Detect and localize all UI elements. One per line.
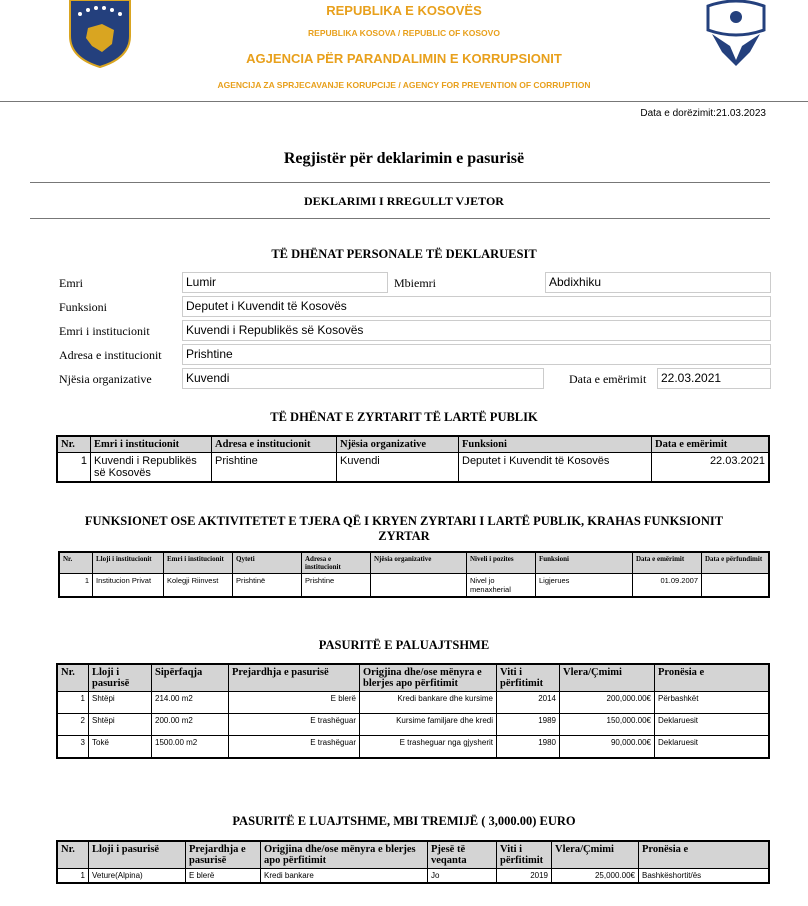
official-header: Emri i institucionit: [91, 436, 212, 453]
table-cell: Ligjerues: [536, 574, 633, 598]
table-cell: [702, 574, 770, 598]
table-row: [57, 692, 769, 714]
table-cell: 2019: [497, 869, 552, 884]
immovable-header: Sipërfaqja: [152, 664, 229, 692]
table-cell: Deputet i Kuvendit të Kosovës: [459, 453, 652, 483]
table-cell: Kolegji Riinvest: [164, 574, 233, 598]
table-cell: 2014: [497, 692, 560, 714]
official-header: Data e emërimit: [652, 436, 770, 453]
table-cell: Përbashkët: [655, 692, 770, 714]
other-header: Adresa e institucionit: [302, 552, 371, 574]
table-cell: Bashkëshortit/ës: [639, 869, 770, 884]
header-republic-title: REPUBLIKA E KOSOVËS: [326, 3, 482, 18]
table-cell: Shtëpi: [89, 714, 152, 736]
table-cell: Institucion Privat: [93, 574, 164, 598]
appointed-label: Data e emërimit: [569, 372, 647, 386]
header-divider: [0, 101, 808, 102]
table-cell: Tokë: [89, 736, 152, 758]
other-header: Emri i institucionit: [164, 552, 233, 574]
header-agency-title: AGJENCIA PËR PARANDALIMIN E KORRUPSIONIT: [246, 51, 562, 66]
address-field: Prishtine: [182, 344, 771, 365]
table-row: [59, 574, 769, 598]
subtitle-divider: [30, 218, 770, 219]
immovable-header: Viti i përfitimit: [497, 664, 560, 692]
table-cell: Kuvendi: [337, 453, 459, 483]
immovable-header: Pronësia e: [655, 664, 770, 692]
other-functions-section-title: FUNKSIONET OSE AKTIVITETET E TJERA QË I KRYEN ZYRTARI I LARTË PUBLIK, KRAHAS FUNKSIONIT: [84, 514, 724, 528]
institution-field: Kuvendi i Republikës së Kosovës: [182, 320, 771, 341]
table-cell: Prishtine: [302, 574, 371, 598]
official-header: Nr.: [57, 436, 91, 453]
function-label: Funksioni: [59, 300, 108, 314]
table-row: [57, 453, 769, 483]
table-cell: E blerë: [229, 692, 360, 714]
table-cell: 150,000.00€: [560, 714, 655, 736]
personal-section-title: TË DHËNAT PERSONALE TË DEKLARUESIT: [271, 247, 537, 261]
surname-field: Abdixhiku: [545, 272, 771, 293]
movable-table: [56, 840, 770, 884]
table-row: [57, 869, 769, 884]
official-header: Funksioni: [459, 436, 652, 453]
table-cell: 214.00 m2: [152, 692, 229, 714]
movable-header: Pronësia e: [639, 841, 770, 869]
table-cell: Shtëpi: [89, 692, 152, 714]
table-cell: [371, 574, 467, 598]
table-cell: Nivel jo menaxherial: [467, 574, 536, 598]
table-row: [57, 736, 769, 758]
movable-section-title: PASURITË E LUAJTSHME, MBI TREMIJË ( 3,000.00) EURO: [232, 814, 576, 828]
unit-field: Kuvendi: [182, 368, 544, 389]
table-cell: 2: [57, 714, 89, 736]
table-cell: 3: [57, 736, 89, 758]
official-section-title: TË DHËNAT E ZYRTARIT TË LARTË PUBLIK: [270, 410, 538, 424]
table-cell: Kredi bankare: [261, 869, 428, 884]
table-cell: Prishtine: [212, 453, 337, 483]
table-cell: 25,000.00€: [552, 869, 639, 884]
appointed-field: 22.03.2021: [657, 368, 771, 389]
table-cell: Deklaruesit: [655, 714, 770, 736]
name-field: Lumir: [182, 272, 388, 293]
movable-header: Origjina dhe/ose mënyra e blerjes apo përfitimit: [261, 841, 428, 869]
table-cell: E blerë: [186, 869, 261, 884]
header-republic-subtitle: REPUBLIKA KOSOVA / REPUBLIC OF KOSOVO: [308, 28, 500, 38]
table-cell: 1500.00 m2: [152, 736, 229, 758]
other-header: Niveli i pozites: [467, 552, 536, 574]
movable-header: Viti i përfitimit: [497, 841, 552, 869]
table-cell: Kursime familjare dhe kredi: [360, 714, 497, 736]
immovable-header: Origjina dhe/ose mënyra e blerjes apo përfitimit: [360, 664, 497, 692]
personal-data-form: [57, 270, 771, 390]
immovable-header: Lloji i pasurisë: [89, 664, 152, 692]
other-header: Njësia organizative: [371, 552, 467, 574]
movable-header: Nr.: [57, 841, 89, 869]
institution-label: Emri i institucionit: [59, 324, 150, 338]
table-cell: 1: [57, 869, 89, 884]
other-header: Data e emërimit: [633, 552, 702, 574]
name-label: Emri: [59, 276, 83, 290]
table-cell: 200,000.00€: [560, 692, 655, 714]
table-cell: 90,000.00€: [560, 736, 655, 758]
movable-header: Prejardhja e pasurisë: [186, 841, 261, 869]
immovable-header: Vlera/Çmimi: [560, 664, 655, 692]
table-cell: 1: [57, 692, 89, 714]
official-header: Adresa e institucionit: [212, 436, 337, 453]
table-row: [57, 714, 769, 736]
other-header: Qyteti: [233, 552, 302, 574]
table-cell: E trashëguar: [229, 714, 360, 736]
table-cell: Deklaruesit: [655, 736, 770, 758]
table-cell: 1: [57, 453, 91, 483]
immovable-header: Prejardhja e pasurisë: [229, 664, 360, 692]
other-header: Lloji i institucionit: [93, 552, 164, 574]
function-field: Deputet i Kuvendit të Kosovës: [182, 296, 771, 317]
other-functions-table: [58, 551, 770, 598]
table-cell: E trasheguar nga gjysherit: [360, 736, 497, 758]
other-functions-section-title-cont: ZYRTAR: [378, 529, 430, 543]
other-header: Nr.: [59, 552, 93, 574]
declaration-type: DEKLARIMI I RREGULLT VJETOR: [304, 194, 504, 208]
table-cell: 1989: [497, 714, 560, 736]
movable-header: Vlera/Çmimi: [552, 841, 639, 869]
movable-header: Pjesë të veqanta: [428, 841, 497, 869]
header-agency-subtitle: AGENCIJA ZA SPRJECAVANJE KORUPCIJE / AGENCY FOR PREVENTION OF CORRUPTION: [217, 80, 591, 90]
official-header: Njësia organizative: [337, 436, 459, 453]
table-cell: Jo: [428, 869, 497, 884]
address-label: Adresa e institucionit: [59, 348, 162, 362]
table-cell: 1: [59, 574, 93, 598]
other-header: Funksioni: [536, 552, 633, 574]
table-cell: Kredi bankare dhe kursime: [360, 692, 497, 714]
table-cell: 22.03.2021: [652, 453, 770, 483]
submission-date: Data e dorëzimit:21.03.2023: [640, 108, 766, 119]
table-cell: Prishtinë: [233, 574, 302, 598]
table-cell: Kuvendi i Republikës së Kosovës: [91, 453, 212, 483]
other-header: Data e përfundimit: [702, 552, 770, 574]
table-cell: 01.09.2007: [633, 574, 702, 598]
surname-label: Mbiemri: [394, 276, 436, 290]
movable-header: Lloji i pasurisë: [89, 841, 186, 869]
table-cell: 200.00 m2: [152, 714, 229, 736]
immovable-header: Nr.: [57, 664, 89, 692]
unit-label: Njësia organizative: [59, 372, 152, 386]
table-cell: Veture(Alpina): [89, 869, 186, 884]
title-divider: [30, 182, 770, 183]
table-cell: E trashëguar: [229, 736, 360, 758]
table-cell: 1980: [497, 736, 560, 758]
official-table: [56, 435, 770, 483]
page-title: Regjistër për deklarimin e pasurisë: [283, 150, 525, 167]
immovable-table: [56, 663, 770, 759]
immovable-section-title: PASURITË E PALUAJTSHME: [318, 638, 490, 652]
